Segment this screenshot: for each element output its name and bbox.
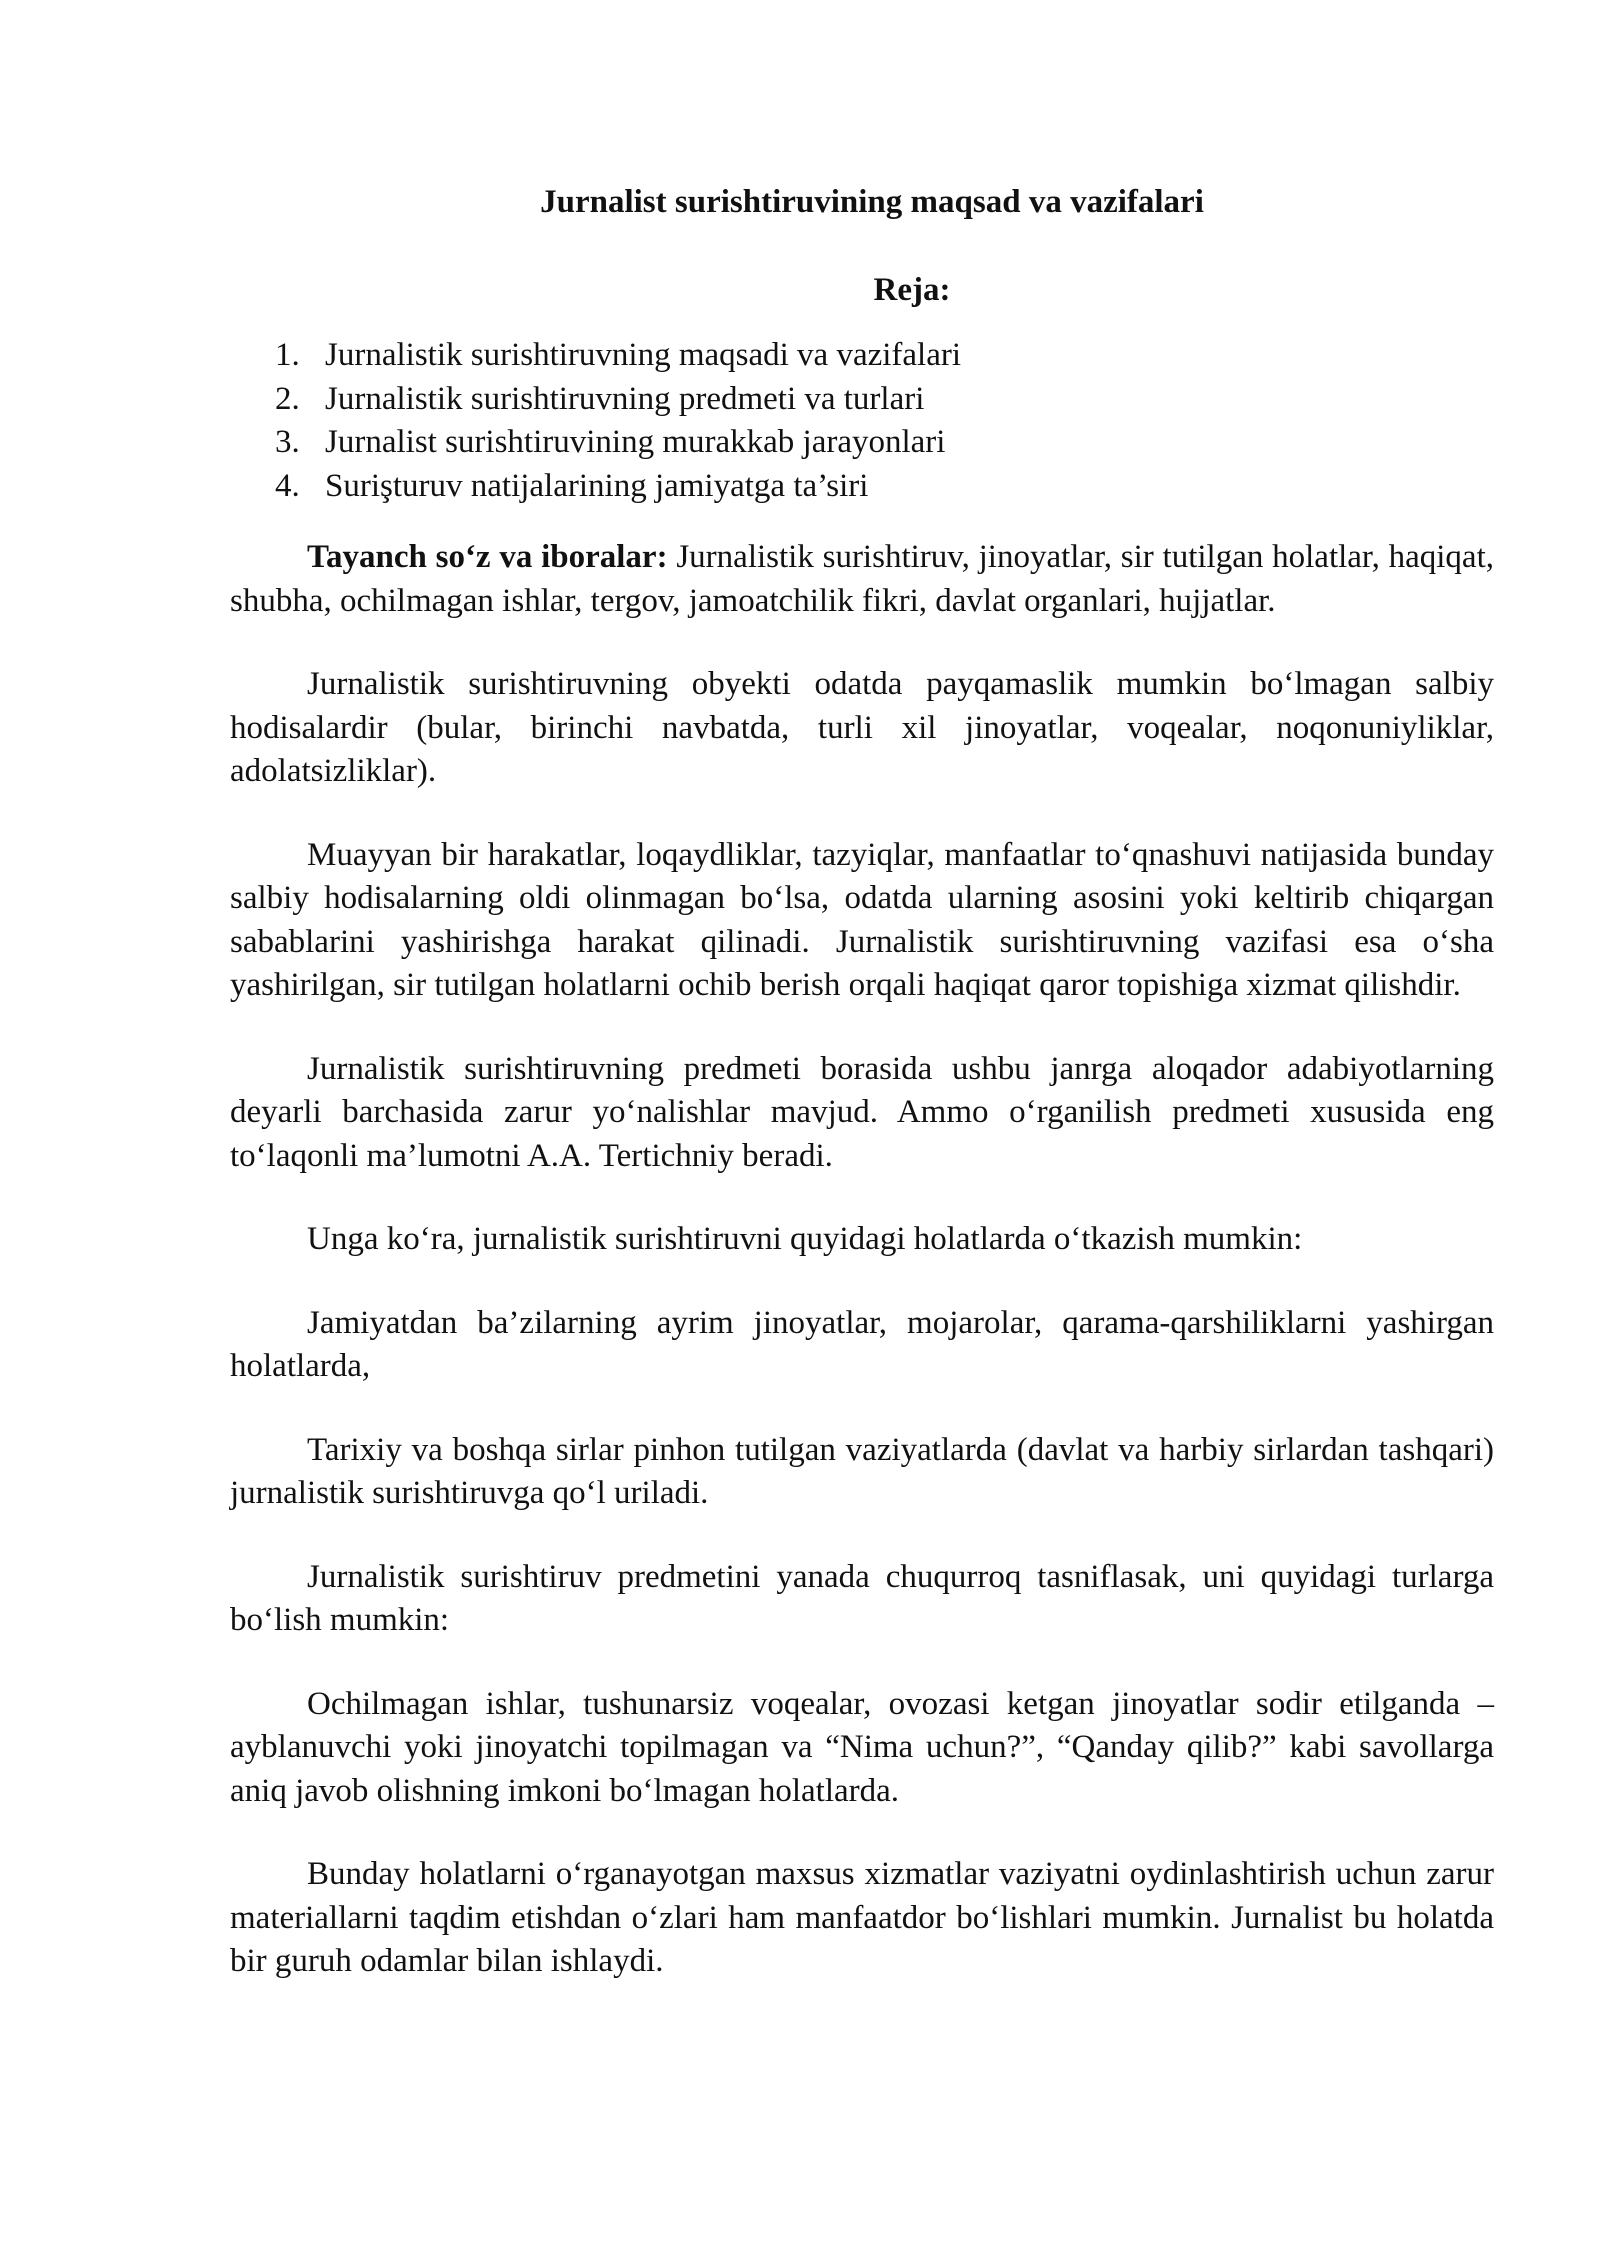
plan-item-number: 4. bbox=[275, 467, 300, 504]
keywords-label: Tayanch so‘z va iboralar: bbox=[307, 539, 668, 575]
plan-item-text: Surişturuv natijalarining jamiyatga ta’siri bbox=[325, 467, 869, 504]
body-paragraph: Jurnalistik surishtiruvning obyekti odatda payqamaslik mumkin bo‘lmagan salbiy hodisalardir (bular, birinchi navbatda, turli xil jinoyatlar, voqealar, noqonuniyliklar, adolatsizliklar). bbox=[230, 666, 1494, 789]
body-paragraph: Ochilmagan ishlar, tushunarsiz voqealar, ovozasi ketgan jinoyatlar sodir etilganda – ayblanuvchi yoki jinoyatchi topilmagan va “Nima uchun?”, “Qanday qilib?” kabi savollarga aniq javob olishning imkoni bo‘lmagan holatlarda. bbox=[230, 1685, 1494, 1809]
body-paragraph: Bunday holatlarni o‘rganayotgan maxsus xizmatlar vaziyatni oydinlashtirish uchun zarur materiallarni taqdim etishdan o‘zlari ham manfaatdor bo‘lishlari mumkin. Jurnalist bu holatda bir guruh odamlar bilan ishlaydi. bbox=[230, 1856, 1494, 1979]
body-paragraph: Unga ko‘ra, jurnalistik surishtiruvni quyidagi holatlarda o‘tkazish mumkin: bbox=[307, 1221, 1303, 1257]
plan-item-number: 3. bbox=[275, 424, 300, 460]
body-paragraph: Jurnalistik surishtiruv predmetini yanada chuqurroq tasniflasak, uni quyidagi turlarga bo‘lish mumkin: bbox=[230, 1558, 1494, 1638]
document-title: Jurnalist surishtiruvining maqsad va vazifalari bbox=[540, 184, 1204, 220]
plan-list bbox=[230, 334, 1494, 508]
plan-item bbox=[230, 334, 1494, 378]
plan-heading: Reja: bbox=[873, 272, 951, 308]
plan-item-number: 2. bbox=[275, 380, 300, 417]
body-paragraph: Jurnalistik surishtiruvning predmeti borasida ushbu janrga aloqador adabiyotlarning deyarli barchasida zarur yo‘nalishlar mavjud. Ammo o‘rganilish predmeti xususida eng to‘laqonli ma’lumotni A.A. Tertichniy beradi. bbox=[230, 1050, 1494, 1174]
plan-item-text: Jurnalistik surishtiruvning maqsadi va vazifalari bbox=[325, 337, 962, 373]
keywords-text: Jurnalistik surishtiruv, jinoyatlar, sir tutilgan holatlar, haqiqat, shubha, ochilmagan ishlar, tergov, jamoatchilik fikri, davlat organlari, hujjatlar. bbox=[230, 539, 1494, 619]
plan-item bbox=[230, 378, 1494, 422]
plan-item-number: 1. bbox=[275, 337, 300, 373]
body-paragraph: Jamiyatdan ba’zilarning ayrim jinoyatlar, mojarolar, qarama-qarshiliklarni yashirgan holatlarda, bbox=[230, 1304, 1494, 1384]
body-paragraph: Tarixiy va boshqa sirlar pinhon tutilgan vaziyatlarda (davlat va harbiy sirlardan tashqari) jurnalistik surishtiruvga qo‘l uriladi. bbox=[230, 1431, 1494, 1511]
plan-item bbox=[230, 465, 1494, 509]
document-page bbox=[230, 180, 1494, 1984]
plan-item-text: Jurnalist surishtiruvining murakkab jarayonlari bbox=[325, 424, 946, 460]
body-paragraph: Muayyan bir harakatlar, loqaydliklar, tazyiqlar, manfaatlar to‘qnashuvi natijasida bunday salbiy hodisalarning oldi olinmagan bo‘lsa, odatda ularning asosini yoki keltirib chiqargan sabablarini yashirishga harakat qilinadi. Jurnalistik surishtiruvning vazifasi esa o‘sha yashirilgan, sir tutilgan holatlarni ochib berish orqali haqiqat qaror topishiga xizmat qilishdir. bbox=[230, 836, 1494, 1003]
plan-item-text: Jurnalistik surishtiruvning predmeti va turlari bbox=[325, 380, 925, 417]
keywords-paragraph bbox=[230, 536, 1494, 623]
plan-item bbox=[230, 421, 1494, 465]
